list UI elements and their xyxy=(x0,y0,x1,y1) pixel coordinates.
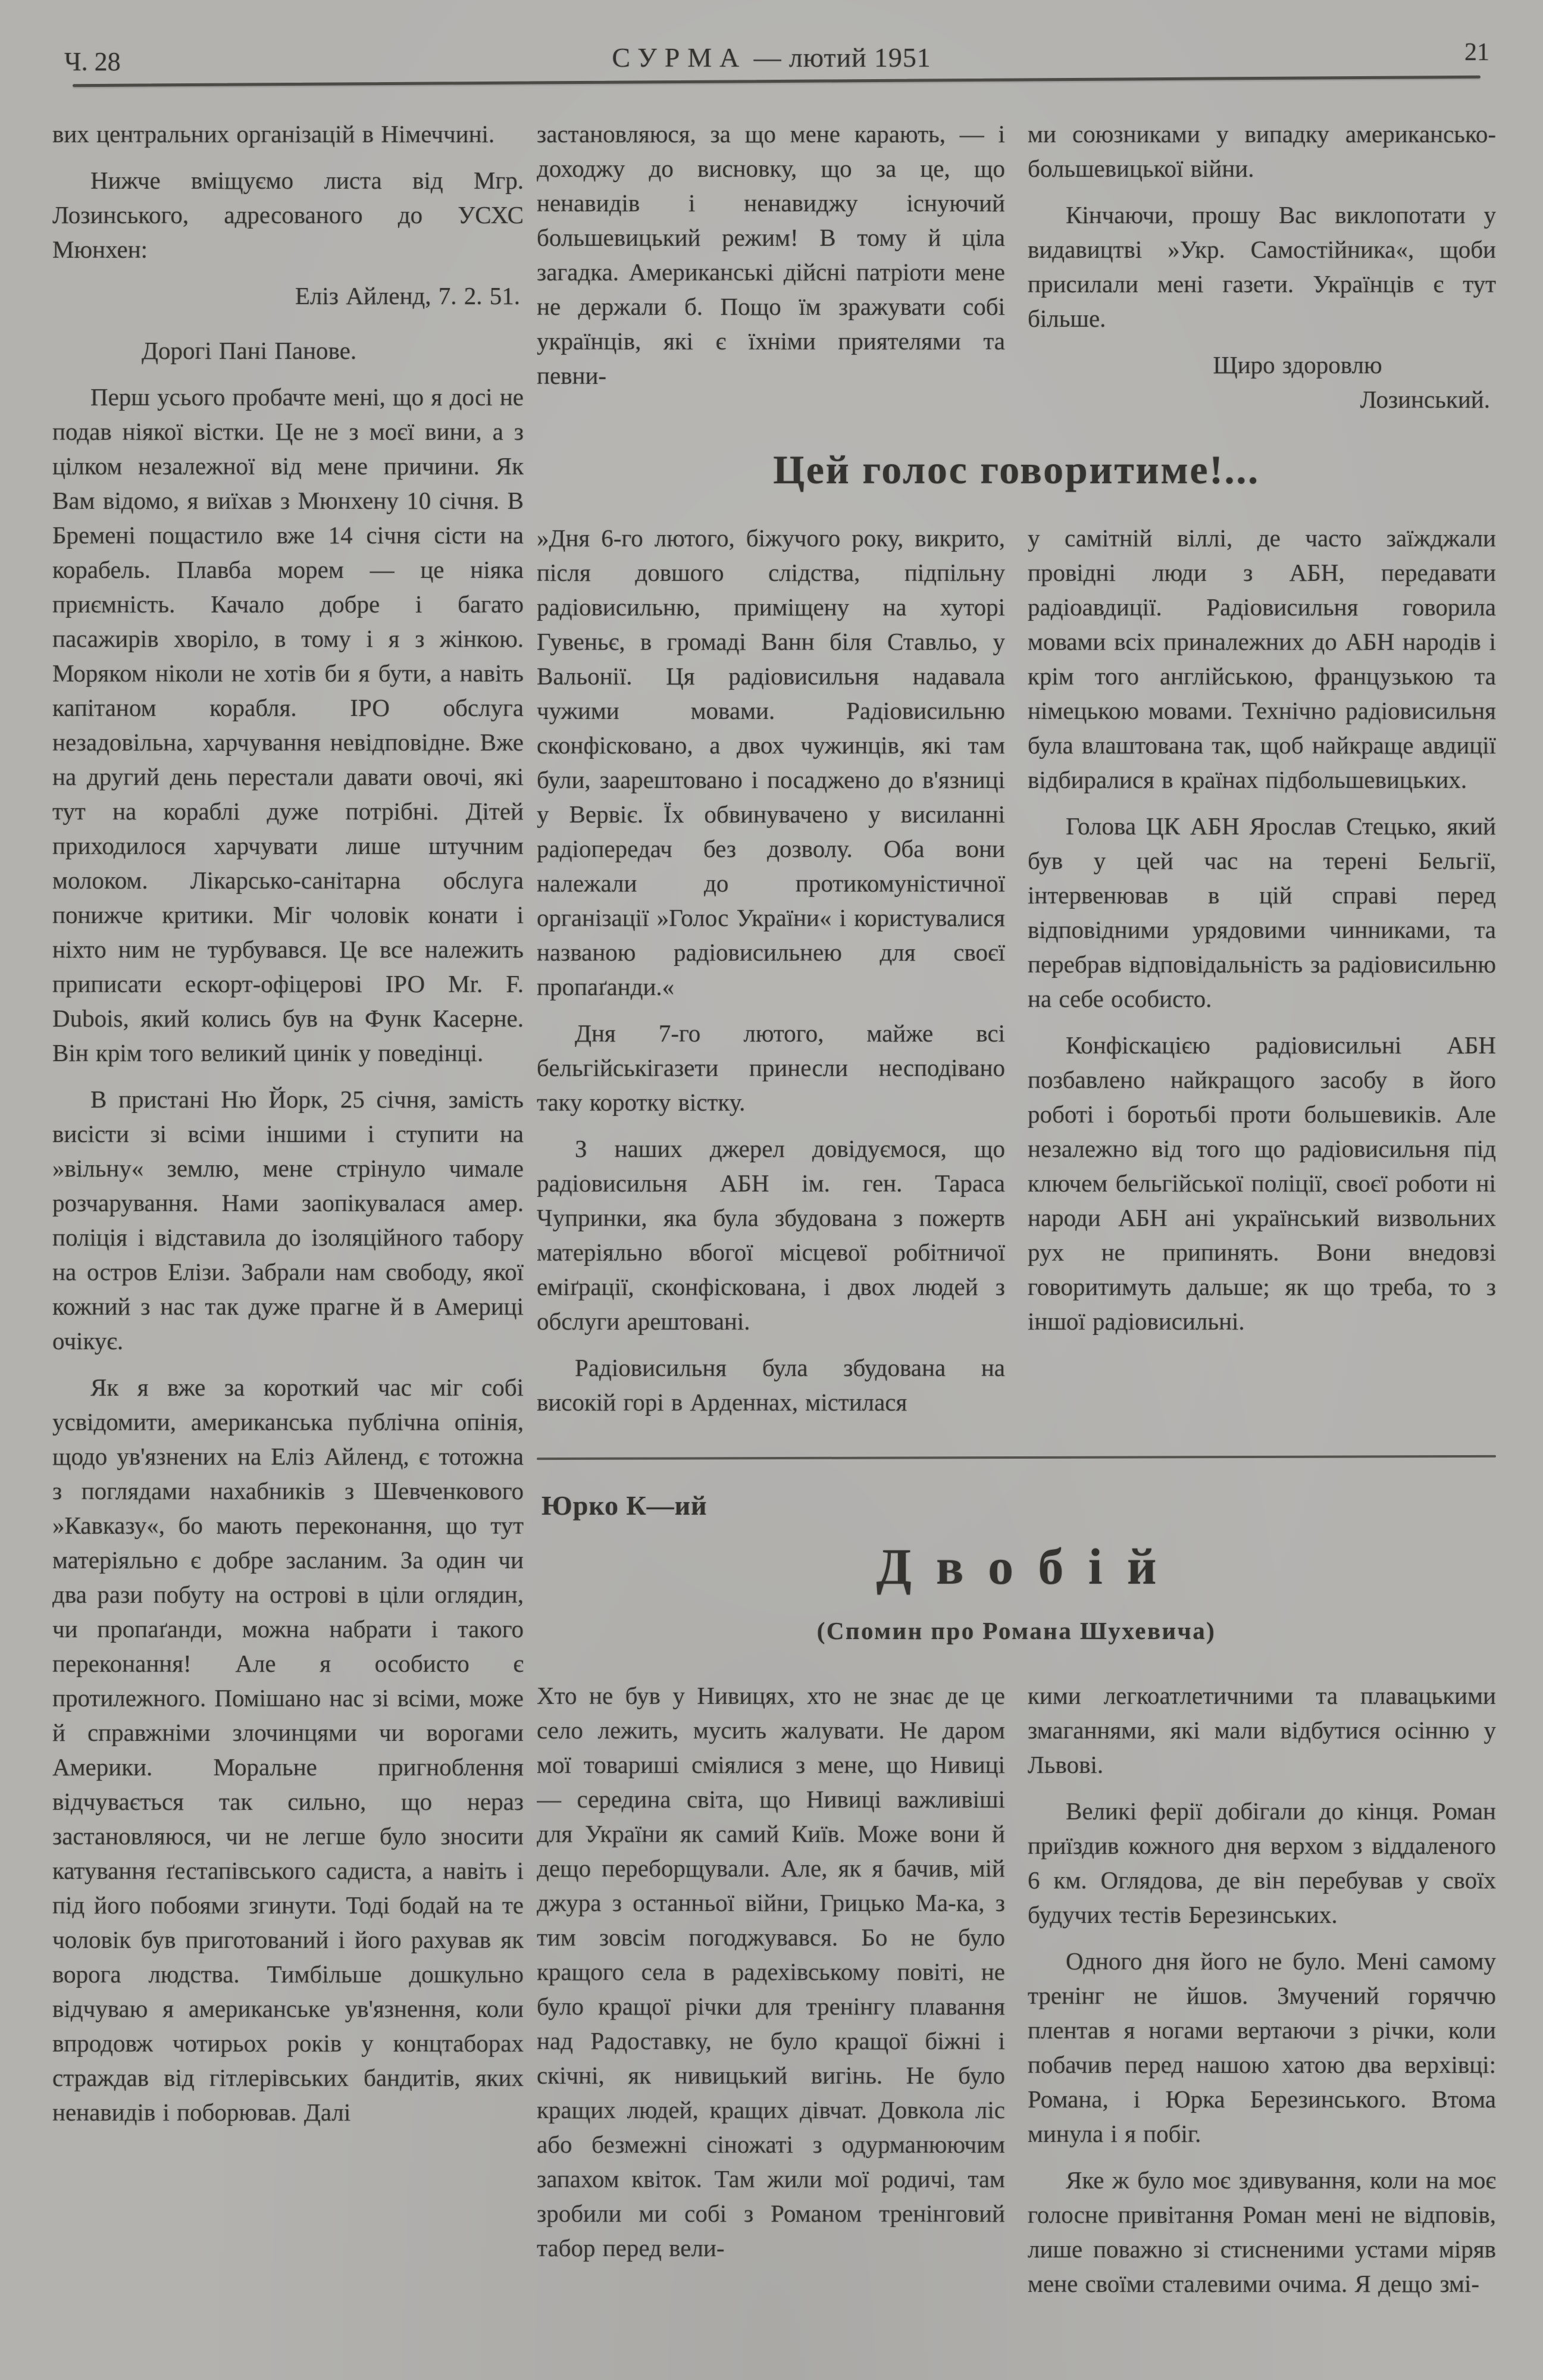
left-column xyxy=(52,117,524,2354)
article-paragraph: Радіовисильня була збудована на високій горі в Арденнах, містилася xyxy=(537,1354,1005,1416)
letter-intro-paragraph: Нижче вміщуємо листа від Мгр. Лозинського, адресованого до УСХС Мюнхен: xyxy=(52,167,524,263)
masthead xyxy=(0,42,1543,73)
letter-paragraph: В пристані Ню Йорк, 25 січня, замість висісти зі всіми іншими і ступити на »вільну« землю, мене стрінуло чимале розчарування. Нами заопікувалася амер. поліція і відставила до ізоляційного табору на остров Елізи. Забрали нам свободу, якої кожний з нас так дуже прагне й в Америці очікує. xyxy=(52,1086,524,1355)
article-paragraph: З наших джерел довідуємося, що радіовисильня АБН ім. ген. Тараса Чупринки, яка була збудована з пожертв матеріяльно вбогої місцевої робітничої еміґрації, сконфіскована, і двох людей з обслуги арештовані. xyxy=(537,1135,1005,1335)
letter-right-column xyxy=(1028,117,1496,429)
letter-signature: Лозинський. xyxy=(1360,386,1490,413)
article-paragraph: у самітній віллі, де часто заїжджали провідні люди з АБН, передавати радіоавдиції. Радіовисильня говорила мовами всіх приналежних до АБН народів і крім того англійською, французькою та німецькою мовами. Технічно радіовисильня була влаштована так, щоб найкраще авдиції відбиралися в країнах підбольшевицьких. xyxy=(1028,524,1496,793)
letter-paragraph: Кінчаючи, прошу Вас виклопотати у видавицтві »Укр. Самостійника«, щоби присилали мені газети. Українців є тут більше. xyxy=(1028,201,1496,332)
article-paragraph: Конфіскацією радіовисильні АБН позбавлено найкращого засобу в його роботі і боротьбі проти большевиків. Але незалежно від того що радіовисильня під ключем бельгійської поліції, своєї роботи ні народи АБН ані український визвольних рух не припинять. Вони внедовзі говоритимуть дальше; як що треба, то з іншої радіовисильні. xyxy=(1028,1031,1496,1335)
masthead-title: СУРМА xyxy=(612,42,747,73)
issue-number: Ч. 28 xyxy=(64,47,121,76)
article-paragraph: кими легкоатлетичними та плавацькими змаганнями, які мали відбутися осінню у Львові. xyxy=(1028,1682,1496,1778)
article2-byline: Юрко К—ий xyxy=(542,1490,708,1521)
letter-dateline: Еліз Айленд, 7. 2. 51. xyxy=(295,282,520,309)
article2-body xyxy=(537,1678,1496,2313)
letter-continuation xyxy=(537,117,1496,429)
letter-salutation: Дорогі Пані Панове. xyxy=(142,337,357,364)
article1-column-2 xyxy=(1028,521,1496,1431)
letter-paragraph: ми союзниками у випадку американсько-большевицької війни. xyxy=(1028,120,1496,182)
article-paragraph: Хто не був у Нивицях, хто не знає де це село лежить, мусить жалувати. Не даром мої товариші сміялися з мене, що Нивиці — середина світа, що Нивиці важливіші для України як самий Київ. Може вони й дещо переборщували. Але, як я бачив, мій джура з останньої війни, Грицько Ма-ка, з тим зовсім погоджувався. Бо не було кращого села в радехівському повіті, не було кращої річки для тренінгу плавання над Радоставку, не було кращої біжні і скічні, як нивицький вигінь. Не було кращих людей, кращих дівчат. Довкола ліс або безмежні сіножаті з одурманюючим запахом квіток. Там жили мої родичі, там зробили ми собі з Романом тренінговий табор перед вели- xyxy=(537,1682,1005,2262)
header-rule xyxy=(73,76,1481,87)
main-content xyxy=(537,117,1496,2360)
letter-paragraph: Як я вже за короткий час міг собі усвідомити, американська публічна опінія, щодо ув'язнених на Еліз Айленд, є тотожна з поглядами нахабників з Шевченкового »Кавказу«, бо мають переконання, що тут матеріяльно є добре засланим. За один чи два рази побуту на острові в ціли оглядин, чи пропаґанди, можна набрати і такого переконання! Але я особисто є протилежного. Помішано нас зі всіми, може й справжніми злочинцями чи ворогами Америки. Моральне пригноблення відчувається так сильно, що нераз застановляюся, чи не легше було зносити катування ґестапівського садиста, а навіть і під його побоями згинути. Тоді бодай на те чоловік був приготований і його рахував як ворога людства. Тимбільше дошкульно відчуваю я американське ув'язнення, коли впродовж чотирьох років у концтаборах страждав від гітлерівських бандитів, яких ненавидів і поборював. Далі xyxy=(52,1374,524,2126)
article2-column-1 xyxy=(537,1678,1005,2313)
article2-title: Двобій xyxy=(876,1538,1181,1595)
article-paragraph: Голова ЦК АБН Ярослав Стецько, який був у цей час на терені Бельгії, інтервенював в цій справі перед відповідними урядовими чинниками, та перебрав відповідальність за радіовисильню на себе особисто. xyxy=(1028,812,1496,1012)
article2-subtitle: (Спомин про Романа Шухевича) xyxy=(816,1617,1216,1644)
article-paragraph: Яке ж було моє здивування, коли на моє голосне привітання Роман мені не відповів, лише поважно зі стисненими устами міряв мене своїми сталевими очима. Я дещо змі- xyxy=(1028,2166,1496,2297)
section-divider xyxy=(537,1455,1496,1460)
letter-paragraph: Перш усього пробачте мені, що я досі не подав ніякої вістки. Це не з моєї вини, а з цілком незалежної від мене причини. Як Вам відомо, я виїхав з Мюнхену 10 січня. В Бремені пощастило вже 14 січня сісти на корабель. Плавба морем — це ніяка приємність. Качало добре і багато пасажирів хворіло, в тому і я з жінкою. Моряком ніколи не хотів би я бути, а навіть капітаном корабля. ІРО обслуга незадовільна, харчування невідповідне. Вже на другий день перестали давати овочі, які тут на кораблі дуже потрібні. Дітей приходилося харчувати лише штучним молоком. Лікарсько-санітарна обслуга понижче критики. Міг чоловік конати і ніхто ним не турбувався. Це все належить приписати ескорт-офіцерові ІРО Mr. F. Dubois, який колись був на Функ Касерне. Він крім того великий цинік у поведінці. xyxy=(52,383,524,1067)
article1-column-1 xyxy=(537,521,1005,1431)
article2-column-2 xyxy=(1028,1678,1496,2313)
article-paragraph: »Дня 6-го лютого, біжучого року, викрито, після довшого слідства, підпільну радіовисильню, приміщену на хуторі Гувеньє, в громаді Ванн біля Ставльо, у Вальонії. Ця радіовисильня надавала чужими мовами. Радіовисильню сконфісковано, а двох чужинців, які там були, заарештовано і посаджено до в'язниці у Вервіє. Їх обвинувачено у висиланні радіопередач без дозволу. Оба вони належали до протикомуністичної організації »Голос України« і користувалися названою радіовисильнею для своєї пропаґанди.« xyxy=(537,524,1005,1000)
letter-middle-column xyxy=(537,117,1005,429)
page-number: 21 xyxy=(1464,39,1489,66)
article1-body xyxy=(537,521,1496,1431)
letter-closing: Щиро здоровлю xyxy=(1213,351,1382,379)
letter-paragraph: вих центральних організацій в Німеччині. xyxy=(52,120,495,148)
article-paragraph: Одного дня його не було. Мені самому тренінг не йшов. Змучений горяччю плентав я ногами вертаючи з річки, коли побачив перед нашою хатою два верхівці: Романа, і Юрка Березинського. Втома минула і я побіг. xyxy=(1028,1947,1496,2147)
masthead-date: — лютий 1951 xyxy=(753,42,931,73)
article-paragraph: Дня 7-го лютого, майже всі бельгійськігазети принесли несподівано таку коротку вістку. xyxy=(537,1019,1005,1116)
letter-paragraph: застановляюся, за що мене карають, — і доходжу до висновку, що за це, що ненавидів і ненавиджу існуючий большевицький режим! В тому й ціла загадка. Американські дійсні патріоти мене не держали б. Пощо їм зражувати собі українців, які є їхніми приятелями та певни- xyxy=(537,120,1005,389)
article1-headline: Цей голос говоритиме!... xyxy=(773,447,1260,492)
article-paragraph: Великі ферії добігали до кінця. Роман приїздив кожного дня верхом з віддаленого 6 км. Оглядова, де він перебував у своїх будучих тестів Березинських. xyxy=(1028,1797,1496,1928)
